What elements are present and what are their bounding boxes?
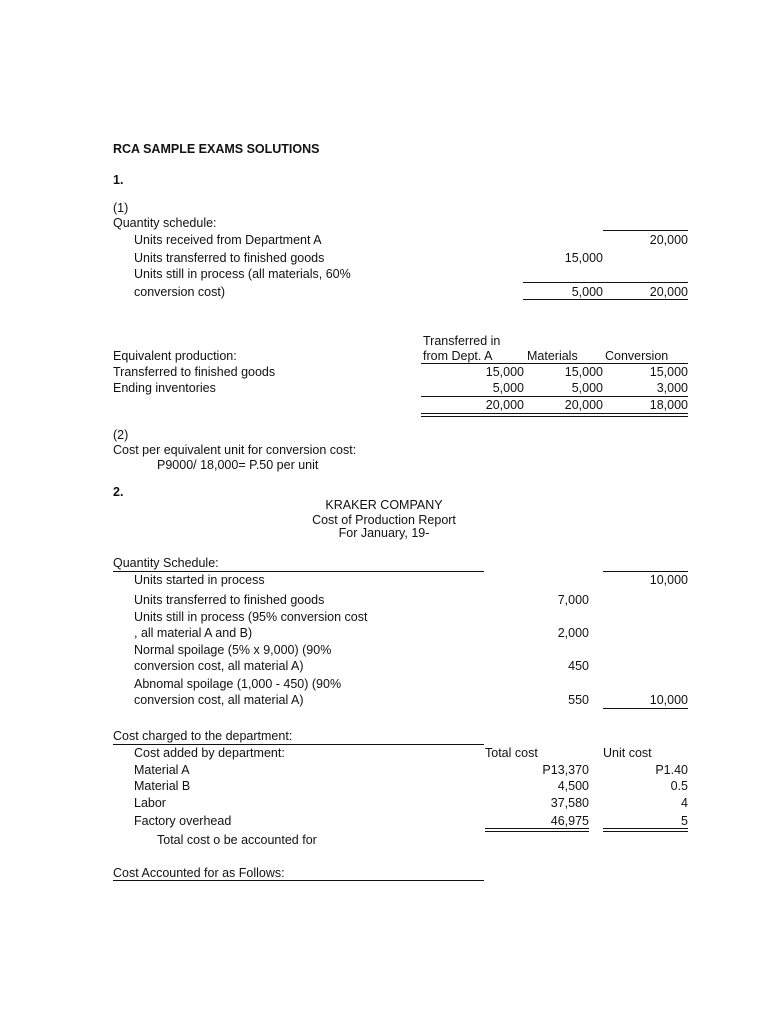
qs-row-value: 20,000 xyxy=(649,285,688,299)
qs-row-label: conversion cost) xyxy=(134,285,226,299)
quantity-schedule-title: Quantity schedule: xyxy=(113,216,217,230)
qs-row-value: 10,000 xyxy=(649,693,688,707)
qs-row-value: 450 xyxy=(568,659,589,673)
eq-header-materials: Materials xyxy=(527,349,578,363)
question-1-number: 1. xyxy=(113,173,124,187)
eq-cell: 15,000 xyxy=(564,365,603,379)
quantity-schedule-title: Quantity Schedule: xyxy=(113,556,219,570)
qs-row-value: 10,000 xyxy=(649,573,688,587)
page-title: RCA SAMPLE EXAMS SOLUTIONS xyxy=(113,142,320,156)
cost-row-total: 4,500 xyxy=(557,779,589,793)
cost-added-subtitle: Cost added by department: xyxy=(134,746,285,760)
qs-row-label: Normal spoilage (5% x 9,000) (90% xyxy=(134,643,332,657)
qs-row-value: 20,000 xyxy=(649,233,688,247)
double-rule xyxy=(421,413,688,417)
question-2-number: 2. xyxy=(113,485,124,499)
cost-accounted-title: Cost Accounted for as Follows: xyxy=(113,866,285,880)
equivalent-production-title: Equivalent production: xyxy=(113,349,237,363)
qs-row-label: Units received from Department A xyxy=(134,233,322,247)
rule xyxy=(603,299,688,300)
eq-cell: 5,000 xyxy=(571,381,603,395)
cost-row-unit: 4 xyxy=(681,796,688,810)
rule xyxy=(113,744,484,745)
total-cost-header: Total cost xyxy=(485,746,538,760)
eq-total: 20,000 xyxy=(564,398,603,412)
cost-row-total: 46,975 xyxy=(550,814,589,828)
qs-row-label: conversion cost, all material A) xyxy=(134,693,304,707)
rule xyxy=(603,230,688,231)
qs-row-value: 2,000 xyxy=(557,626,589,640)
qs-row-value: 15,000 xyxy=(564,251,603,265)
rule xyxy=(421,396,688,397)
cost-row-label: Material B xyxy=(134,779,191,793)
cost-charged-title: Cost charged to the department: xyxy=(113,729,293,743)
rule xyxy=(421,363,688,364)
eq-row-label: Transferred to finished goods xyxy=(113,365,276,379)
qs-row-label: Units transferred to finished goods xyxy=(134,251,325,265)
rule xyxy=(523,282,603,283)
cost-row-label: Material A xyxy=(134,763,190,777)
eq-header-transferred-2: from Dept. A xyxy=(423,349,493,363)
cost-row-unit: 0.5 xyxy=(670,779,688,793)
eq-row-label: Ending inventories xyxy=(113,381,216,395)
rule xyxy=(113,880,484,881)
cost-row-unit: P1.40 xyxy=(655,763,688,777)
qs-row-label: conversion cost, all material A) xyxy=(134,659,304,673)
report-period: For January, 19- xyxy=(338,526,430,540)
eq-total: 18,000 xyxy=(649,398,688,412)
report-title: Cost of Production Report xyxy=(312,513,456,527)
rule xyxy=(113,571,484,572)
qs-row-label: Units started in process xyxy=(134,573,265,587)
eq-total: 20,000 xyxy=(485,398,524,412)
cost-row-unit: 5 xyxy=(681,814,688,828)
eq-cell: 15,000 xyxy=(649,365,688,379)
rule xyxy=(603,708,688,709)
rule xyxy=(603,571,688,572)
part-2-line-2: P9000/ 18,000= P.50 per unit xyxy=(157,458,319,472)
qs-row-value: 550 xyxy=(568,693,589,707)
rule xyxy=(603,282,688,283)
cost-row-total: P13,370 xyxy=(542,763,589,777)
rule xyxy=(523,299,603,300)
eq-cell: 15,000 xyxy=(485,365,524,379)
double-rule xyxy=(603,828,688,832)
qs-row-label: , all material A and B) xyxy=(134,626,253,640)
qs-row-label: Abnomal spoilage (1,000 - 450) (90% xyxy=(134,677,342,691)
qs-row-value: 5,000 xyxy=(571,285,603,299)
part-2-line-1: Cost per equivalent unit for conversion cost: xyxy=(113,443,357,457)
eq-header-transferred-1: Transferred in xyxy=(423,334,501,348)
eq-cell: 3,000 xyxy=(656,381,688,395)
qs-row-label: Units still in process (all materials, 60% xyxy=(134,267,351,281)
unit-cost-header: Unit cost xyxy=(603,746,652,760)
company-name: KRAKER COMPANY xyxy=(325,498,443,512)
double-rule xyxy=(485,828,589,832)
qs-row-label: Units still in process (95% conversion cost xyxy=(134,610,368,624)
part-2-label: (2) xyxy=(113,428,129,442)
cost-row-label: Factory overhead xyxy=(134,814,232,828)
qs-row-value: 7,000 xyxy=(557,593,589,607)
total-cost-line: Total cost o be accounted for xyxy=(157,833,317,847)
cost-row-total: 37,580 xyxy=(550,796,589,810)
part-1-label: (1) xyxy=(113,201,129,215)
eq-header-conversion: Conversion xyxy=(605,349,669,363)
qs-row-label: Units transferred to finished goods xyxy=(134,593,325,607)
eq-cell: 5,000 xyxy=(492,381,524,395)
cost-row-label: Labor xyxy=(134,796,166,810)
